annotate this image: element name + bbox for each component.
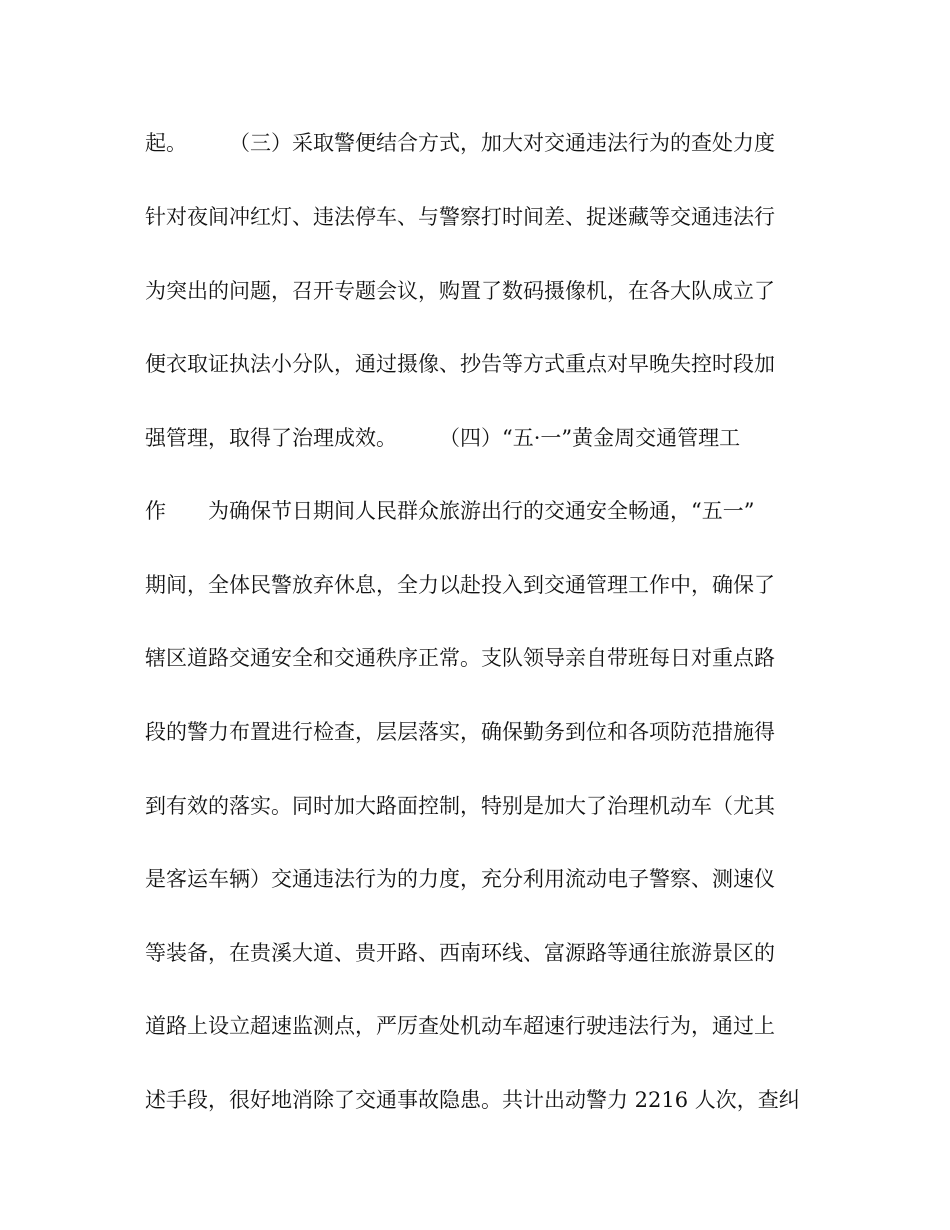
text-line: 起。 （三）采取警便结合方式，加大对交通违法行为的查处力度	[145, 131, 775, 155]
text-line: 为突出的问题，召开专题会议，购置了数码摄像机，在各大队成立了	[145, 279, 775, 303]
text-line: 是客运车辆）交通违法行为的力度，充分利用流动电子警察、测速仪	[145, 867, 775, 891]
text-line: 强管理，取得了治理成效。 （四）“五·一”黄金周交通管理工	[145, 426, 741, 450]
text-line: 辖区道路交通安全和交通秩序正常。支队领导亲自带班每日对重点路	[145, 646, 775, 670]
text-line: 期间，全体民警放弃休息，全力以赴投入到交通管理工作中，确保了	[145, 573, 775, 597]
text-line: 作 为确保节日期间人民群众旅游出行的交通安全畅通，“五一”	[145, 499, 755, 523]
text-line: 道路上设立超速监测点，严厉查处机动车超速行驶违法行为，通过上	[145, 1014, 775, 1038]
text-line: 段的警力布置进行检查，层层落实，确保勤务到位和各项防范措施得	[145, 720, 775, 744]
text-line: 等装备，在贵溪大道、贵开路、西南环线、富源路等通往旅游景区的	[145, 941, 775, 965]
text-line: 针对夜间冲红灯、违法停车、与警察打时间差、捉迷藏等交通违法行	[145, 205, 775, 229]
text-line: 述手段，很好地消除了交通事故隐患。共计出动警力 2216 人次，查纠	[145, 1088, 800, 1112]
text-line: 到有效的落实。同时加大路面控制，特别是加大了治理机动车（尤其	[145, 794, 775, 818]
text-line: 便衣取证执法小分队，通过摄像、抄告等方式重点对早晚失控时段加	[145, 352, 775, 376]
